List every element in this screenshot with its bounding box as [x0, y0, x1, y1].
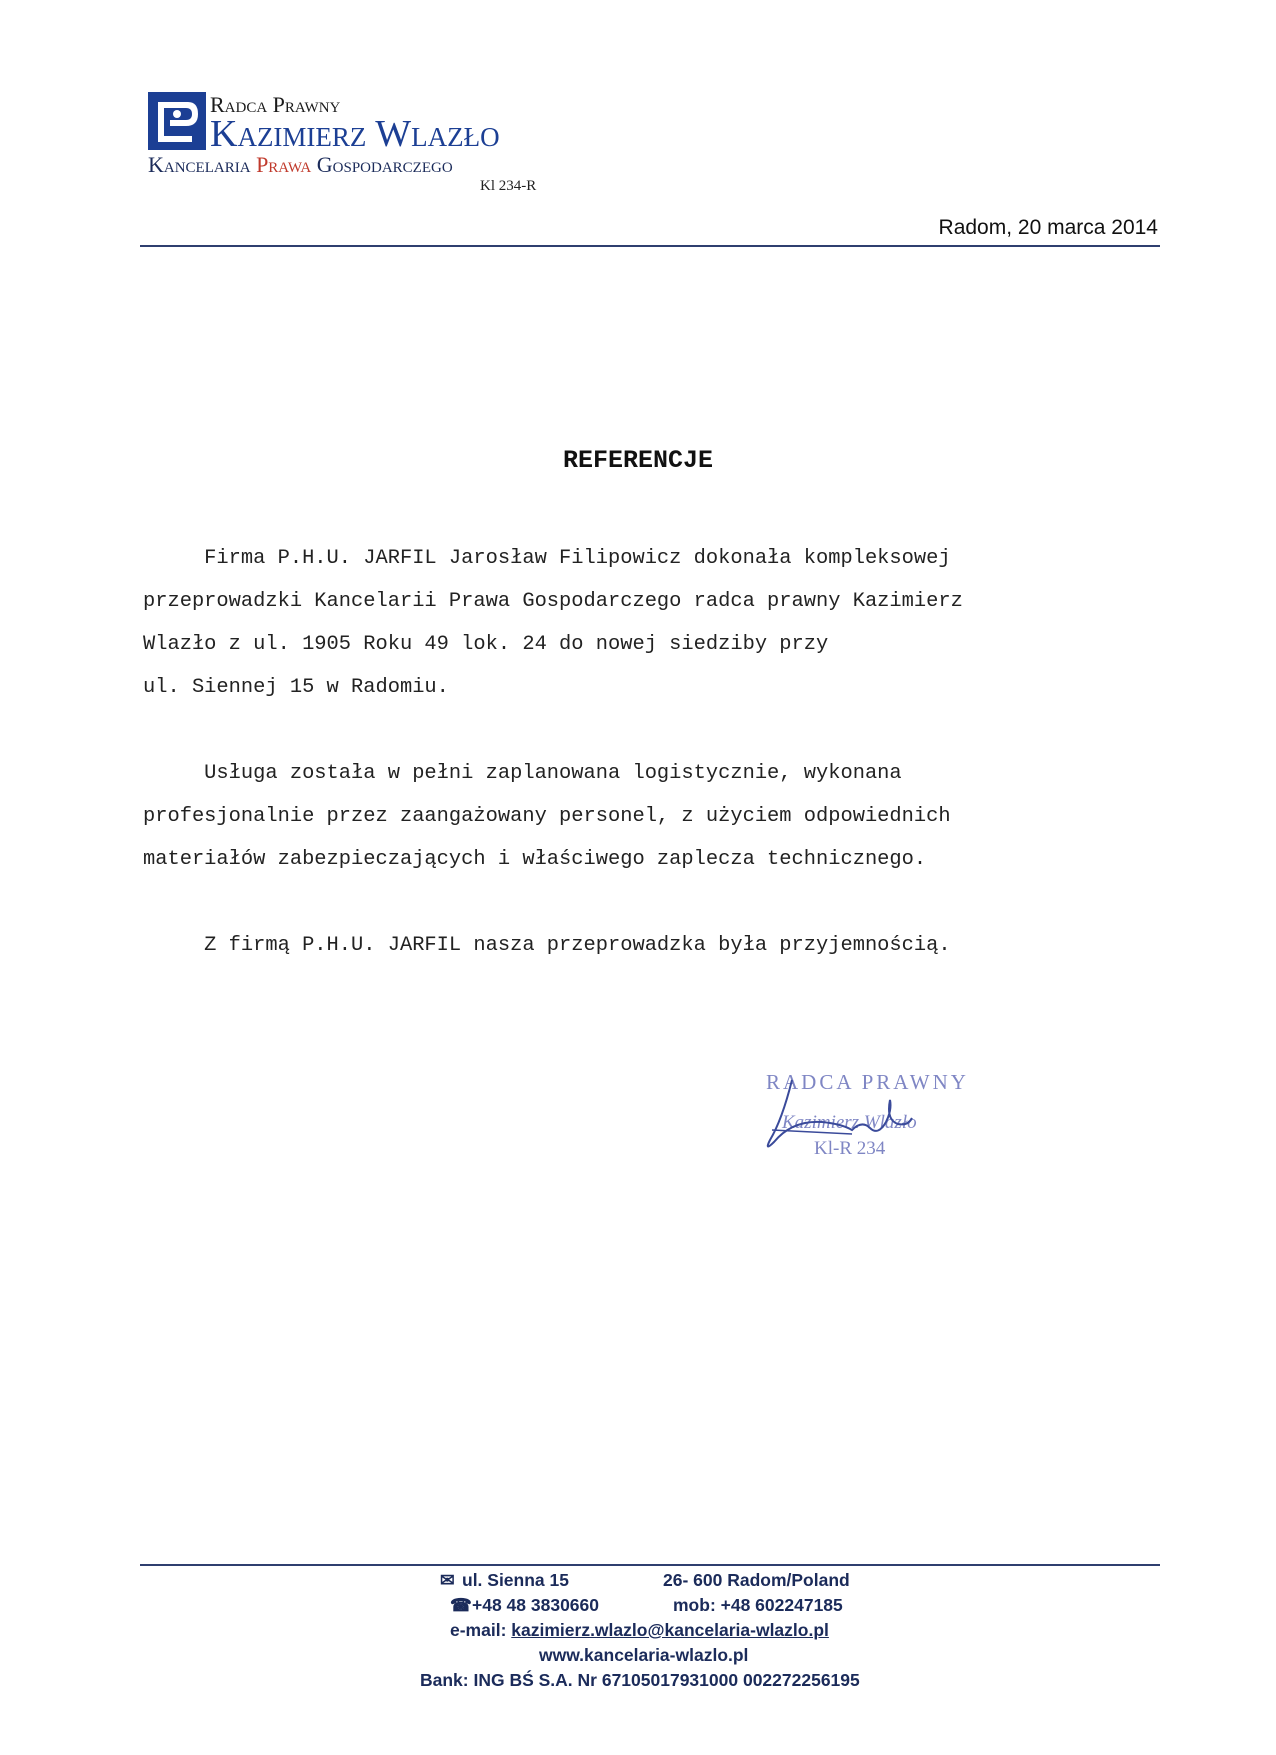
- letter-date: Radom, 20 marca 2014: [938, 216, 1158, 239]
- p2-line1: Usługa została w pełni zaplanowana logistycznie, wykonana: [143, 762, 902, 785]
- p1-line4: ul. Siennej 15 w Radomiu.: [143, 676, 449, 699]
- p2-line2: profesjonalnie przez zaangażowany personel, z użyciem odpowiednich: [143, 805, 951, 828]
- p2-line3: materiałów zabezpieczających i właściwego zaplecza technicznego.: [143, 848, 927, 871]
- footer-bank: Bank: ING BŚ S.A. Nr 67105017931000 002272256195: [420, 1670, 860, 1690]
- stamp-name: Kazimierz Wlazło: [782, 1112, 917, 1133]
- footer-address: [440, 1570, 569, 1591]
- footer-divider: [140, 1564, 1160, 1566]
- official-stamp: [752, 1060, 982, 1170]
- stamp-title: RADCA PRAWNY: [766, 1070, 969, 1094]
- letterhead-line1: Radca Prawny: [210, 92, 341, 117]
- envelope-icon: ✉: [440, 1570, 455, 1590]
- p1-line2: przeprowadzki Kancelarii Prawa Gospodarczego radca prawny Kazimierz: [143, 590, 963, 613]
- kw-logo-icon: [148, 92, 206, 150]
- letterhead-name: Kazimierz Wlazło: [210, 113, 500, 155]
- paragraph-2: [143, 752, 1153, 881]
- footer-phone: [450, 1595, 599, 1616]
- footer-address-text: ul. Sienna 15: [462, 1570, 569, 1590]
- footer-phone-text: +48 48 3830660: [472, 1595, 600, 1615]
- p1-line1: Firma P.H.U. JARFIL Jarosław Filipowicz dokonała kompleksowej: [143, 547, 951, 570]
- footer-email-link[interactable]: kazimierz.wlazlo@kancelaria-wlazlo.pl: [511, 1620, 829, 1640]
- letterhead-subtitle-part3: Gospodarczego: [316, 152, 453, 177]
- p1-line3: Wlazło z ul. 1905 Roku 49 lok. 24 do nowej siedziby przy: [143, 633, 829, 656]
- paragraph-3: [143, 924, 1153, 967]
- letter-body: [143, 537, 1153, 1010]
- footer-email-row: [450, 1620, 829, 1641]
- stamp-registry: Kl-R 234: [814, 1138, 886, 1159]
- letterhead-subtitle-part1: Kancelaria: [148, 152, 251, 177]
- signature-icon: [752, 1060, 982, 1170]
- footer-city: 26- 600 Radom/Poland: [663, 1570, 850, 1590]
- header-divider: [140, 245, 1160, 247]
- document-title: REFERENCJE: [562, 446, 714, 475]
- letterhead-logo: [148, 92, 568, 202]
- footer-mobile: mob: +48 602247185: [673, 1595, 843, 1615]
- letterhead-registry: Kl 234-R: [480, 178, 537, 194]
- letterhead-subtitle: [148, 152, 453, 178]
- letterhead-subtitle-part2: Prawa: [256, 152, 312, 177]
- footer-email-label: e-mail:: [450, 1620, 507, 1640]
- telephone-icon: ☎: [450, 1595, 472, 1615]
- p3-line1: Z firmą P.H.U. JARFIL nasza przeprowadzka była przyjemnością.: [143, 934, 951, 957]
- footer-website-link[interactable]: www.kancelaria-wlazlo.pl: [539, 1645, 749, 1665]
- paragraph-1: [143, 537, 1153, 709]
